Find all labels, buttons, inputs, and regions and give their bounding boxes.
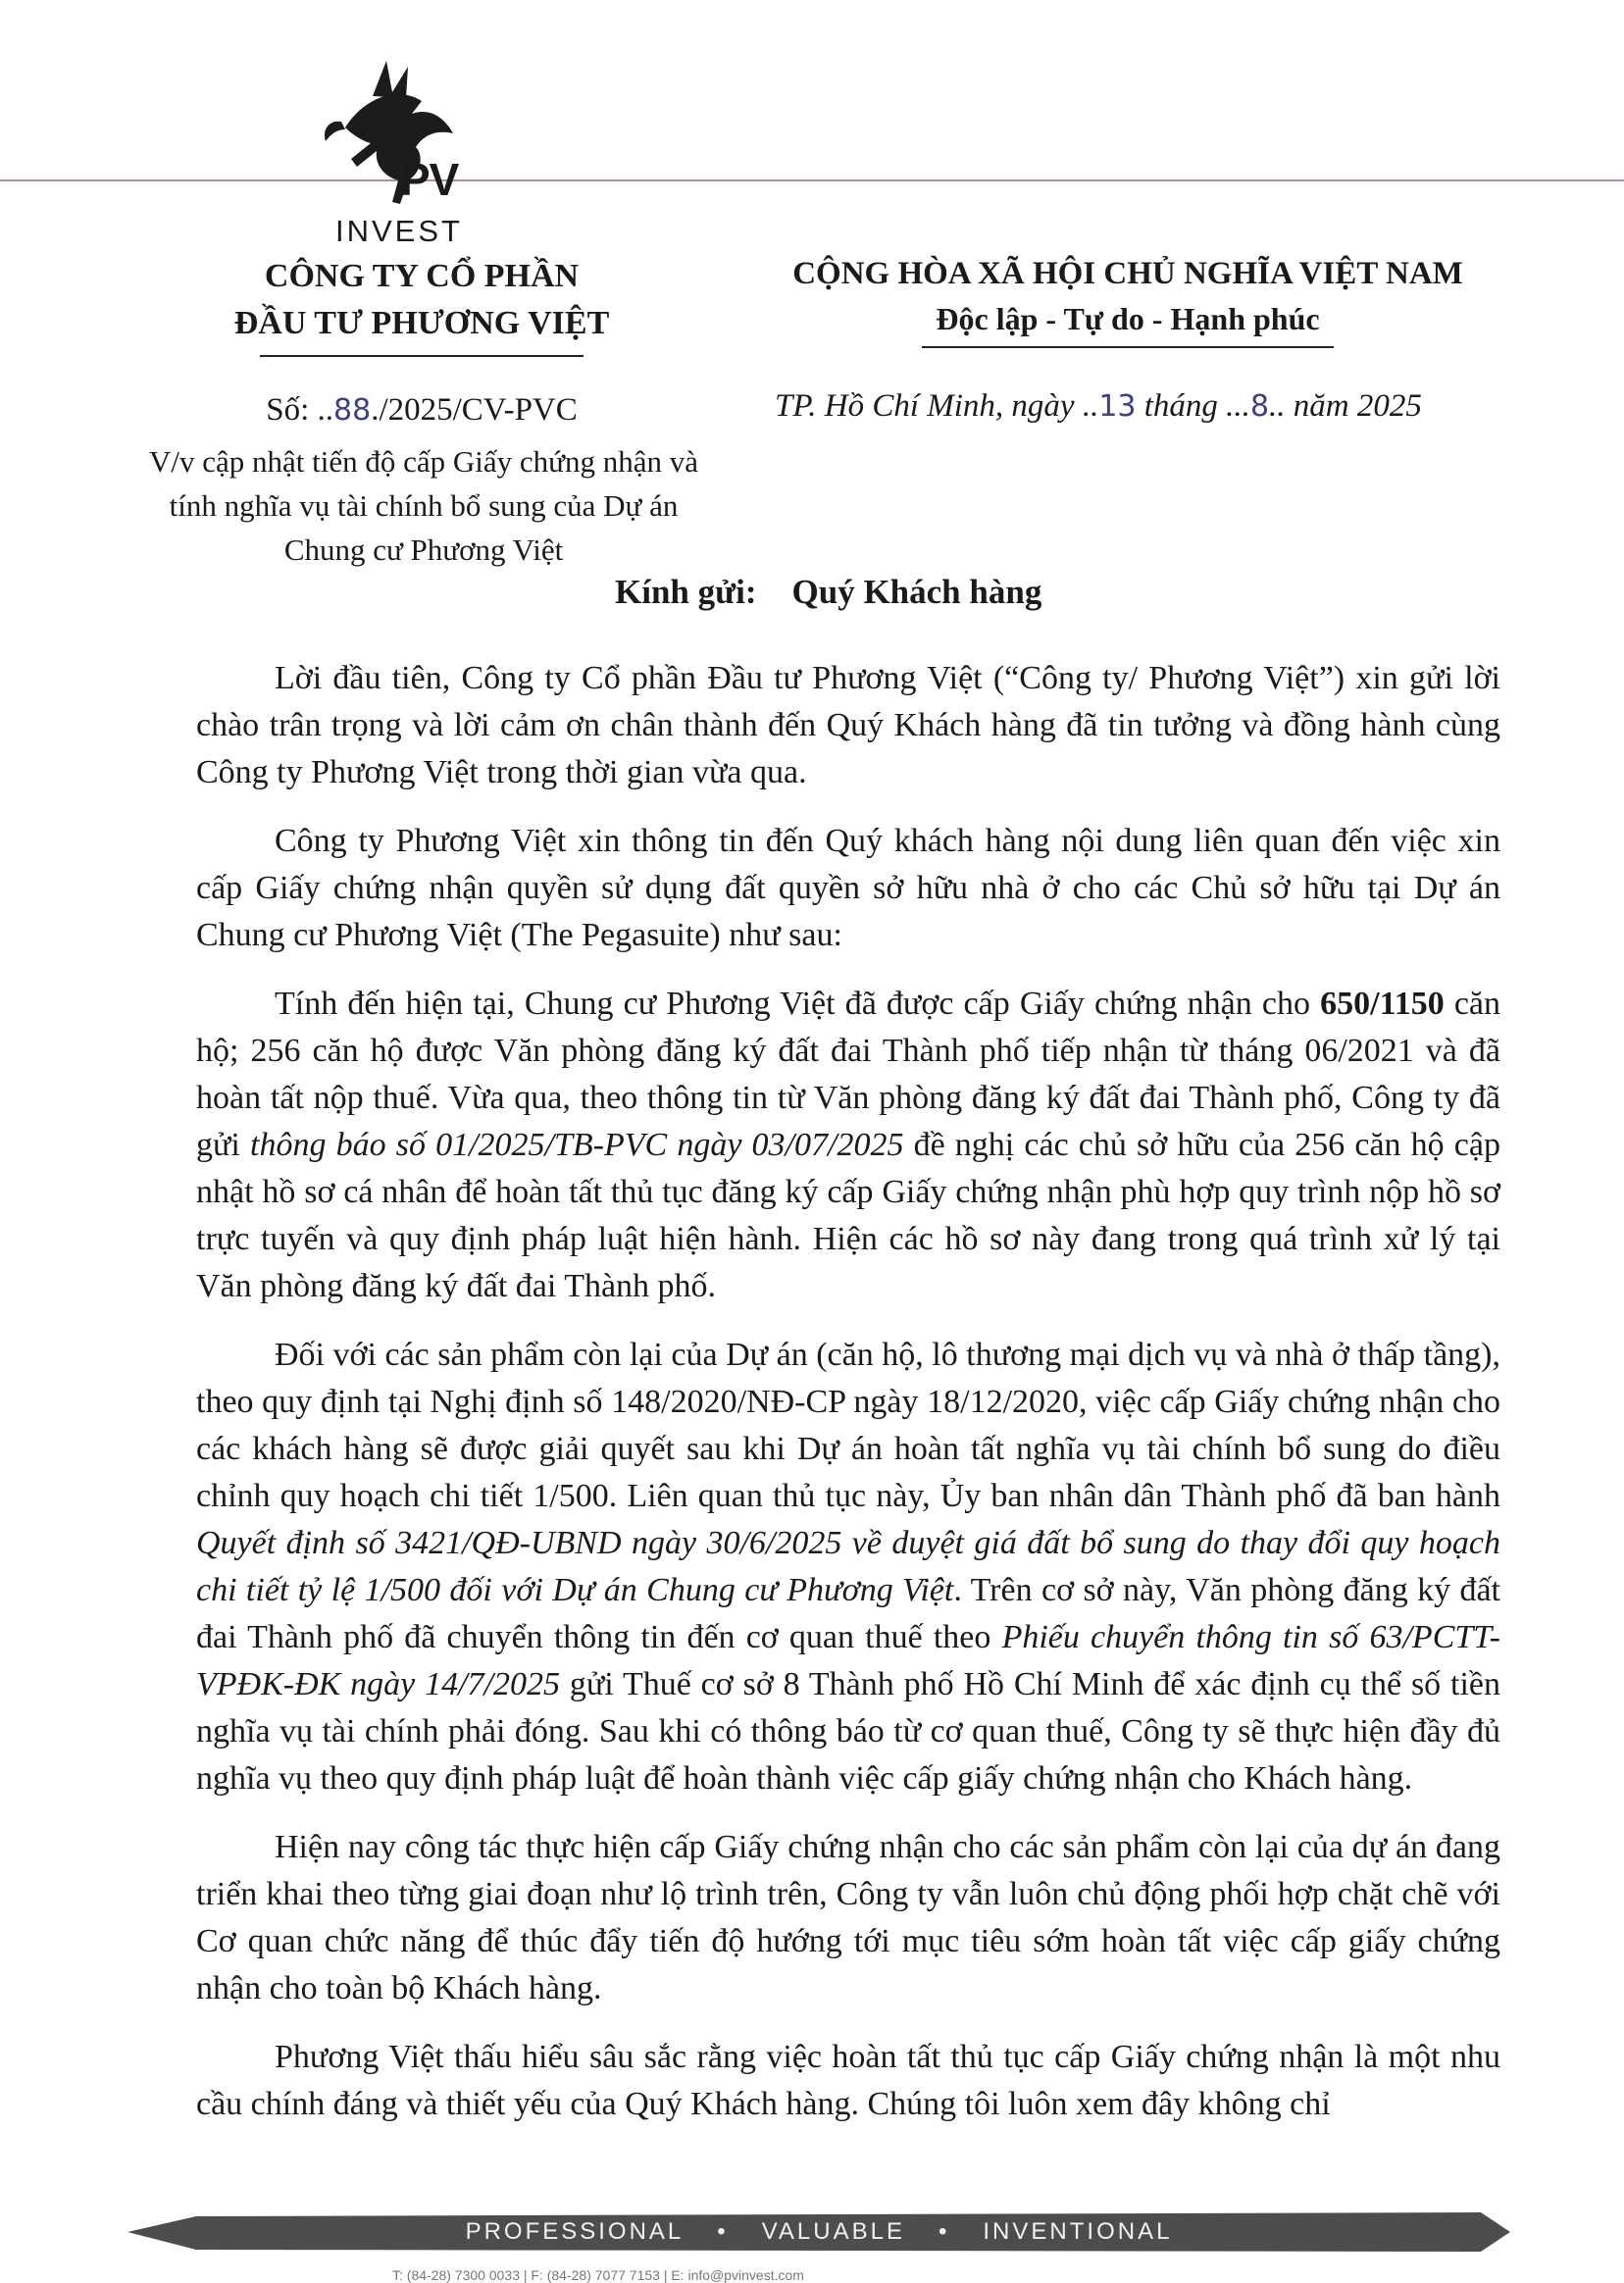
date-middle: tháng ...	[1136, 388, 1250, 424]
subject-block	[110, 439, 737, 572]
document-number-handwritten: 88	[333, 393, 372, 428]
date-prefix: TP. Hồ Chí Minh, ngày ..	[775, 388, 1099, 424]
paragraph-commitment: Phương Việt thấu hiểu sâu sắc rằng việc hoàn tất thủ tục cấp Giấy chứng nhận là một nhu cầu chính đáng và thiết yếu của Quý Khách hàng. Chúng tôi luôn xem đây không chỉ	[196, 2039, 1500, 2122]
document-number-prefix: Số: ..	[266, 392, 333, 428]
nation-title: CỘNG HÒA XÃ HỘI CHỦ NGHĨA VIỆT NAM	[792, 256, 1463, 291]
company-name-line1: CÔNG TY CỔ PHẦN	[264, 258, 580, 294]
greeting-label: Kính gửi:	[615, 573, 757, 611]
motto-underline	[922, 346, 1334, 348]
paragraph-text: . Trên cơ sở này, Văn phòng đăng ký đất đai Thành phố đã chuyển thông tin đến cơ quan thuế theo	[196, 1572, 1501, 1655]
slogan-separator: •	[938, 2218, 950, 2245]
date-line	[775, 388, 1540, 425]
logo-invest-text: INVEST	[335, 214, 463, 248]
logo-pv-text: PV	[400, 154, 459, 205]
paragraph-status	[196, 981, 1500, 1310]
header-rule	[0, 179, 1624, 181]
paragraph-text: gửi Thuế cơ sở 8 Thành phố Hồ Chí Minh để xác định cụ thể số tiền nghĩa vụ tài chính phải đóng. Sau khi có thông báo từ cơ quan thuế, Công ty sẽ thực hiện đầy đủ nghĩa vụ theo quy định pháp luật để hoàn thành việc cấp giấy chứng nhận cho Khách hàng.	[196, 1666, 1501, 1797]
date-suffix: .. năm 2025	[1269, 388, 1422, 424]
footer-band	[127, 2210, 1510, 2254]
footer-slogan	[127, 2218, 1510, 2246]
date-month-handwritten: 8	[1249, 389, 1270, 424]
subject-line: V/v cập nhật tiến độ cấp Giấy chứng nhận và	[149, 444, 698, 479]
paragraph-text: đề nghị các chủ sở hữu của 256 căn hộ cập nhật hồ sơ cá nhân để hoàn tất thủ tục đăng ký cấp Giấy chứng nhận phù hợp quy trình nộp hồ sơ trực tuyến và quy định pháp luật hiện hành. Hiện các hồ sơ này đang trong quá trình xử lý tại Văn phòng đăng ký đất đai Thành phố.	[196, 1127, 1500, 1304]
company-name-line2: ĐẦU TƯ PHƯƠNG VIỆT	[233, 305, 610, 341]
paragraph-text: căn hộ; 256 căn hộ được Văn phòng đăng ký đất đai Thành phố tiếp nhận từ tháng 06/2021 và đã hoàn tất nộp thuế. Vừa qua, theo thông tin từ Văn phòng đăng ký đất đai Thành phố, Công ty đã gửi	[196, 986, 1501, 1163]
greeting-recipient: Quý Khách hàng	[791, 573, 1042, 611]
company-logo	[306, 57, 502, 253]
decision-reference: Quyết định số 3421/QĐ-UBND ngày 30/6/2025 về duyệt giá đất bổ sung do thay đổi quy hoạch chi tiết tỷ lệ 1/500 đối với Dự án Chung cư Phương Việt	[196, 1525, 1500, 1608]
date-day-handwritten: 13	[1098, 389, 1137, 424]
subject-line: Chung cư Phương Việt	[283, 533, 564, 567]
paragraph-intro: Lời đầu tiên, Công ty Cổ phần Đầu tư Phương Việt (“Công ty/ Phương Việt”) xin gửi lời chào trân trọng và lời cảm ơn chân thành đến Quý Khách hàng đã tin tưởng và đồng hành cùng Công ty Phương Việt trong thời gian vừa qua.	[196, 660, 1500, 790]
document-number	[118, 392, 726, 429]
national-header	[755, 250, 1500, 348]
paragraph-remaining	[196, 1332, 1500, 1802]
paragraph-text: Đối với các sản phẩm còn lại của Dự án (căn hộ, lô thương mại dịch vụ và nhà ở thấp tầng), theo quy định tại Nghị định số 148/2020/NĐ-CP ngày 18/12/2020, việc cấp Giấy chứng nhận cho các khách hàng sẽ được giải quyết sau khi Dự án hoàn tất nghĩa vụ tài chính bổ sung do điều chỉnh quy hoạch chi tiết 1/500. Liên quan thủ tục này, Ủy ban nhân dân Thành phố đã ban hành	[196, 1337, 1500, 1514]
certified-count: 650/1150	[1320, 986, 1445, 1022]
slogan-word: PROFESSIONAL	[465, 2218, 685, 2245]
slogan-word: INVENTIONAL	[983, 2218, 1173, 2245]
transfer-slip-reference: Phiếu chuyển thông tin số 63/PCTT-VPĐK-ĐK ngày 14/7/2025	[196, 1619, 1500, 1702]
paragraph-text: Tính đến hiện tại, Chung cư Phương Việt đã được cấp Giấy chứng nhận cho	[275, 986, 1321, 1022]
document-number-suffix: ./2025/CV-PVC	[371, 392, 578, 428]
subject-line: tính nghĩa vụ tài chính bổ sung của Dự án	[169, 488, 679, 523]
paragraph-progress: Hiện nay công tác thực hiện cấp Giấy chứng nhận cho các sản phẩm còn lại của dự án đang triển khai theo từng giai đoạn như lộ trình trên, Công ty vẫn luôn chủ động phối hợp chặt chẽ với Cơ quan chức năng để thúc đẩy tiến độ hướng tới mục tiêu sớm hoàn tất việc cấp giấy chứng nhận cho toàn bộ Khách hàng.	[196, 1829, 1500, 2006]
letter-body	[196, 655, 1500, 2150]
nation-motto: Độc lập - Tự do - Hạnh phúc	[936, 301, 1320, 336]
slogan-separator: •	[717, 2218, 729, 2245]
company-header	[177, 253, 667, 357]
notice-reference: thông báo số 01/2025/TB-PVC ngày 03/07/2025	[250, 1127, 904, 1163]
paragraph-purpose: Công ty Phương Việt xin thông tin đến Quý khách hàng nội dung liên quan đến việc xin cấp Giấy chứng nhận quyền sử dụng đất quyền sở hữu nhà ở cho các Chủ sở hữu tại Dự án Chung cư Phương Việt (The Pegasuite) như sau:	[196, 823, 1500, 953]
footer-contact: T: (84-28) 7300 0033 | F: (84-28) 7077 7153 | E: info@pvinvest.com	[392, 2267, 804, 2283]
company-underline	[260, 355, 584, 357]
greeting-line	[615, 573, 1041, 612]
slogan-word: VALUABLE	[761, 2218, 905, 2245]
